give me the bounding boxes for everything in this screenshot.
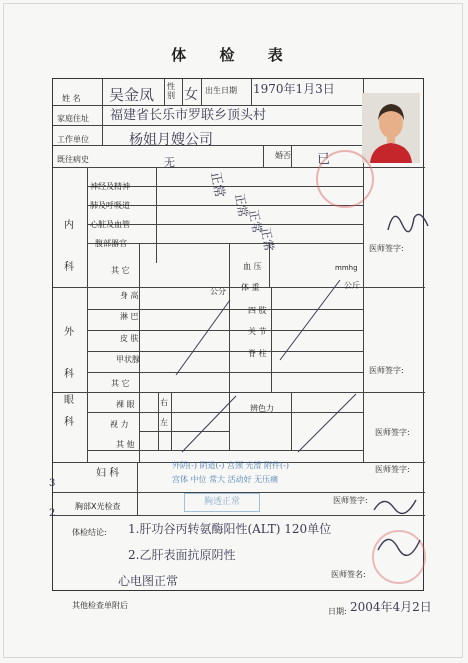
xray-result-stamp: 胸透正常 [184,493,260,512]
dob-label: 出生日期 [205,86,237,95]
form-title: 体 检 表 [171,46,297,64]
external-strike-lines [170,260,360,380]
eye-doctor-label: 医师签字: [375,428,410,437]
right-eye-label: 右 [160,398,168,407]
internal-doctor-label: 医师签字: [369,244,404,253]
internal-note-lung: 正常 [232,192,251,219]
gender-label: 性别 [167,82,175,100]
spine-label: 脊 柱 [248,349,267,358]
history-value: 无 [164,156,175,169]
skin-label: 皮 肤 [120,334,139,343]
clinic-stamp [316,150,374,208]
date-label: 日期: [328,607,347,616]
marital-value: 已 [317,152,331,167]
gyn-note-line1: 外阴(-) 阴道(-) 宫颈 光滑 附件(-) [172,461,290,470]
internal-row-lung: 肺及呼吸道 [90,201,130,210]
joints-label: 关 节 [248,327,267,336]
xray-label: 胸部X光检查 [75,502,121,511]
height-unit: 公分 [210,287,226,296]
color-vision-label: 辨色力 [250,404,274,413]
conclusion-line3: 心电图正常 [118,574,179,588]
xray-doctor-label: 医师签字: [333,496,368,505]
internal-note-heart: 正常 [246,208,265,235]
conclusion-line1: 1.肝功谷丙转氨酶阳性(ALT) 120单位 [128,522,332,536]
external-doctor-label: 医师签字: [369,366,404,375]
applicant-photo [362,93,420,163]
naked-eye-label: 裸 眼 [116,400,135,409]
marital-label: 婚否 [275,151,291,160]
attached-note: 其他检查单附后 [72,601,128,610]
gyn-doctor-label: 医师签字: [375,465,410,474]
internal-row-abdomen: 腹部器官 [95,239,127,248]
left-eye-label: 左 [160,418,168,427]
weight-label: 体 重 [241,283,260,292]
gyn-label: 妇 科 [96,468,120,479]
conclusion-doctor-label: 医师签名: [331,570,366,579]
margin-mark-2: 2 [49,508,56,519]
eye-section-label: 眼 科 [64,395,74,428]
work-value: 杨姐月嫂公司 [129,132,213,148]
gender-value: 女 [184,87,198,103]
address-label: 家庭住址 [57,114,89,123]
internal-note-abdomen: 正常 [258,226,277,253]
internal-row-heart: 心脏及血管 [90,220,130,229]
vision-label: 视 力 [110,420,129,429]
bp-unit: mmhg [335,264,358,272]
conclusion-label: 体检结论: [72,528,107,537]
date-value: 2004年4月2日 [350,600,432,614]
name-value: 吴金凤 [109,86,155,104]
eye-other-label: 其 他 [116,440,135,449]
limbs-label: 四 肢 [248,306,267,315]
gyn-note-line2: 宫体 中位 常大 活动好 无压痛 [172,475,279,484]
lymph-label: 淋 巴 [120,312,139,321]
name-label: 姓 名 [62,94,81,103]
margin-mark-3: 3 [49,478,56,489]
internal-row-neuro: 神经及精神 [90,182,130,191]
dob-value: 1970年1月3日 [253,82,335,96]
internal-note-neuro: 正常 [207,170,227,199]
internal-doctor-signature [384,200,436,240]
thyroid-label: 甲状腺 [116,355,140,364]
history-label: 既往病史 [57,155,89,164]
work-label: 工作单位 [57,135,89,144]
internal-section-label: 内 科 [64,220,74,273]
conclusion-line2: 2.乙肝表面抗原阴性 [128,548,236,562]
external-section-label: 外 科 [64,327,74,380]
external-other-label: 其 它 [111,379,130,388]
bp-label: 血 压 [243,262,262,271]
eye-strike-lines [178,390,368,460]
height-label: 身 高 [120,291,139,300]
chief-doctor-signature [368,490,428,570]
internal-row-other: 其 它 [111,266,130,275]
address-value: 福建省长乐市罗联乡顶头村 [110,108,267,123]
weight-unit: 公斤 [344,281,360,290]
